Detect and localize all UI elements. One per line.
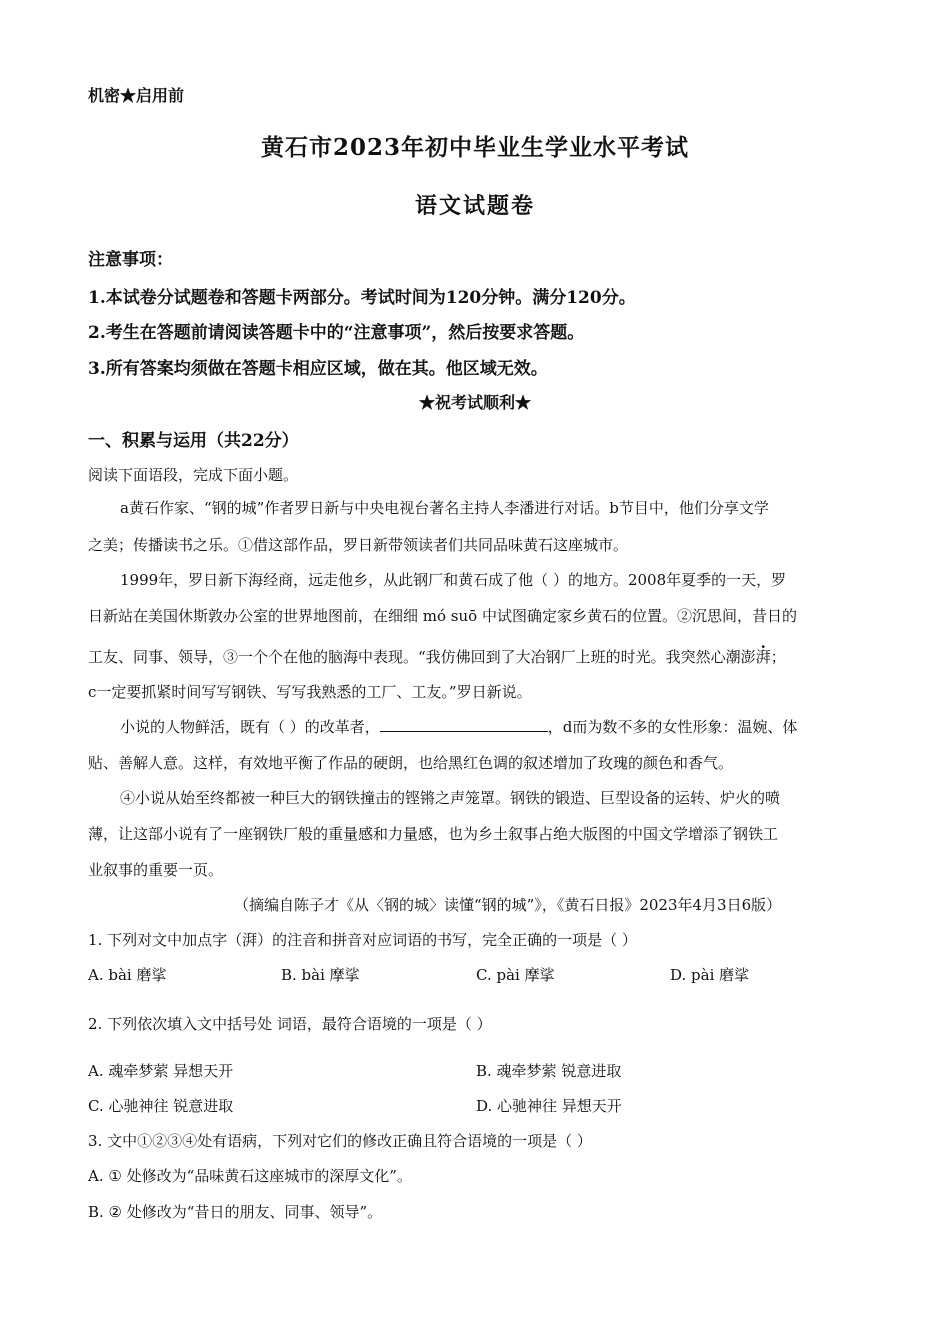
- passage-line: [88, 646, 950, 667]
- fill-in-blank: [380, 717, 548, 732]
- passage-text: 小说的人物鲜活，既有（ ）的改革者，: [120, 718, 380, 736]
- passage-text: ；: [770, 648, 786, 666]
- answer-option: B. 魂牵梦萦 锐意进取: [476, 1062, 622, 1080]
- passage-line: c一定要抓紧时间写写钢铁、写写我熟悉的工厂、工友。”罗日新说。: [88, 683, 532, 701]
- question-stem: 3. 文中①②③④处有语病，下列对它们的修改正确且符合语境的一项是（ ）: [88, 1132, 592, 1150]
- passage-line: 贴、善解人意。这样，有效地平衡了作品的硬朗，也给黑红色调的叙述增加了玫瑰的颜色和香气。: [88, 754, 734, 772]
- notice-item: 2.考生在答题前请阅读答题卡中的“注意事项”，然后按要求答题。: [88, 323, 585, 343]
- answer-option: C. 心驰神往 锐意进取: [88, 1097, 234, 1115]
- passage-line: [120, 716, 950, 737]
- answer-option: A. bài 磨挲: [88, 966, 167, 984]
- answer-option: A. ① 处修改为“品味黄石这座城市的深厚文化”。: [88, 1167, 412, 1185]
- answer-option: B. ② 处修改为“昔日的朋友、同事、领导”。: [88, 1203, 383, 1221]
- passage-line: 之美；传播读书之乐。①借这部作品，罗日新带领读者们共同品味黄石这座城市。: [88, 536, 629, 554]
- passage-text: ，d而为数不多的女性形象：温婉、体: [547, 718, 798, 736]
- answer-option: A. 魂牵梦萦 异想天开: [88, 1062, 234, 1080]
- notice-item: 1.本试卷分试题卷和答题卡两部分。考试时间为120分钟。满分120分。: [88, 288, 636, 308]
- notice-heading: 注意事项：: [88, 250, 173, 270]
- passage-text: 工友、同事、领导，③一个个在他的脑海中表现。“我仿佛回到了大冶钢厂上班的时光。我突然心潮澎: [88, 648, 756, 666]
- section-heading: 一、积累与运用（共22分）: [88, 431, 299, 451]
- reading-instruction: 阅读下面语段，完成下面小题。: [88, 466, 299, 484]
- passage-line: ④小说从始至终都被一种巨大的钢铁撞击的铿锵之声笼罩。钢铁的锻造、巨型设备的运转、炉火的喷: [120, 789, 781, 807]
- question-stem: 2. 下列依次填入文中括号处 词语，最符合语境的一项是（ ）: [88, 1015, 492, 1033]
- passage-line: a黄石作家、“钢的城”作者罗日新与中央电视台著名主持人李潘进行对话。b节目中，他们分享文学: [120, 499, 769, 517]
- answer-option: B. bài 摩挲: [281, 966, 360, 984]
- good-luck-text: ★祝考试顺利★: [418, 393, 531, 412]
- passage-source: （摘编自陈子才《从〈钢的城〉读懂“钢的城”》，《黄石日报》2023年4月3日6版）: [234, 896, 782, 914]
- question-stem: 1. 下列对文中加点字（湃）的注音和拼音对应词语的书写，完全正确的一项是（ ）: [88, 931, 637, 949]
- dotted-character: 湃: [755, 648, 771, 666]
- answer-option: C. pài 摩挲: [476, 966, 555, 984]
- notice-item: 3.所有答案均须做在答题卡相应区域，做在其。他区域无效。: [88, 359, 548, 379]
- exam-subtitle: 语文试题卷: [414, 193, 535, 219]
- passage-line: 薄，让这部小说有了一座钢铁厂般的重量感和力量感，也为乡土叙事占绝大版图的中国文学增添了钢铁工: [88, 825, 779, 843]
- answer-option: D. 心驰神往 异想天开: [476, 1097, 622, 1115]
- exam-title: 黄石市2023年初中毕业生学业水平考试: [260, 134, 689, 161]
- answer-option: D. pài 磨挲: [670, 966, 750, 984]
- passage-line: 1999年，罗日新下海经商，远走他乡，从此钢厂和黄石成了他（ ）的地方。2008年夏季的一天，罗: [120, 571, 787, 589]
- passage-line: 业叙事的重要一页。: [88, 861, 224, 879]
- passage-line: 日新站在美国休斯敦办公室的世界地图前，在细细 mó suō 中试图确定家乡黄石的位置。②沉思间，昔日的: [88, 607, 797, 625]
- confidential-label: 机密★启用前: [88, 86, 185, 105]
